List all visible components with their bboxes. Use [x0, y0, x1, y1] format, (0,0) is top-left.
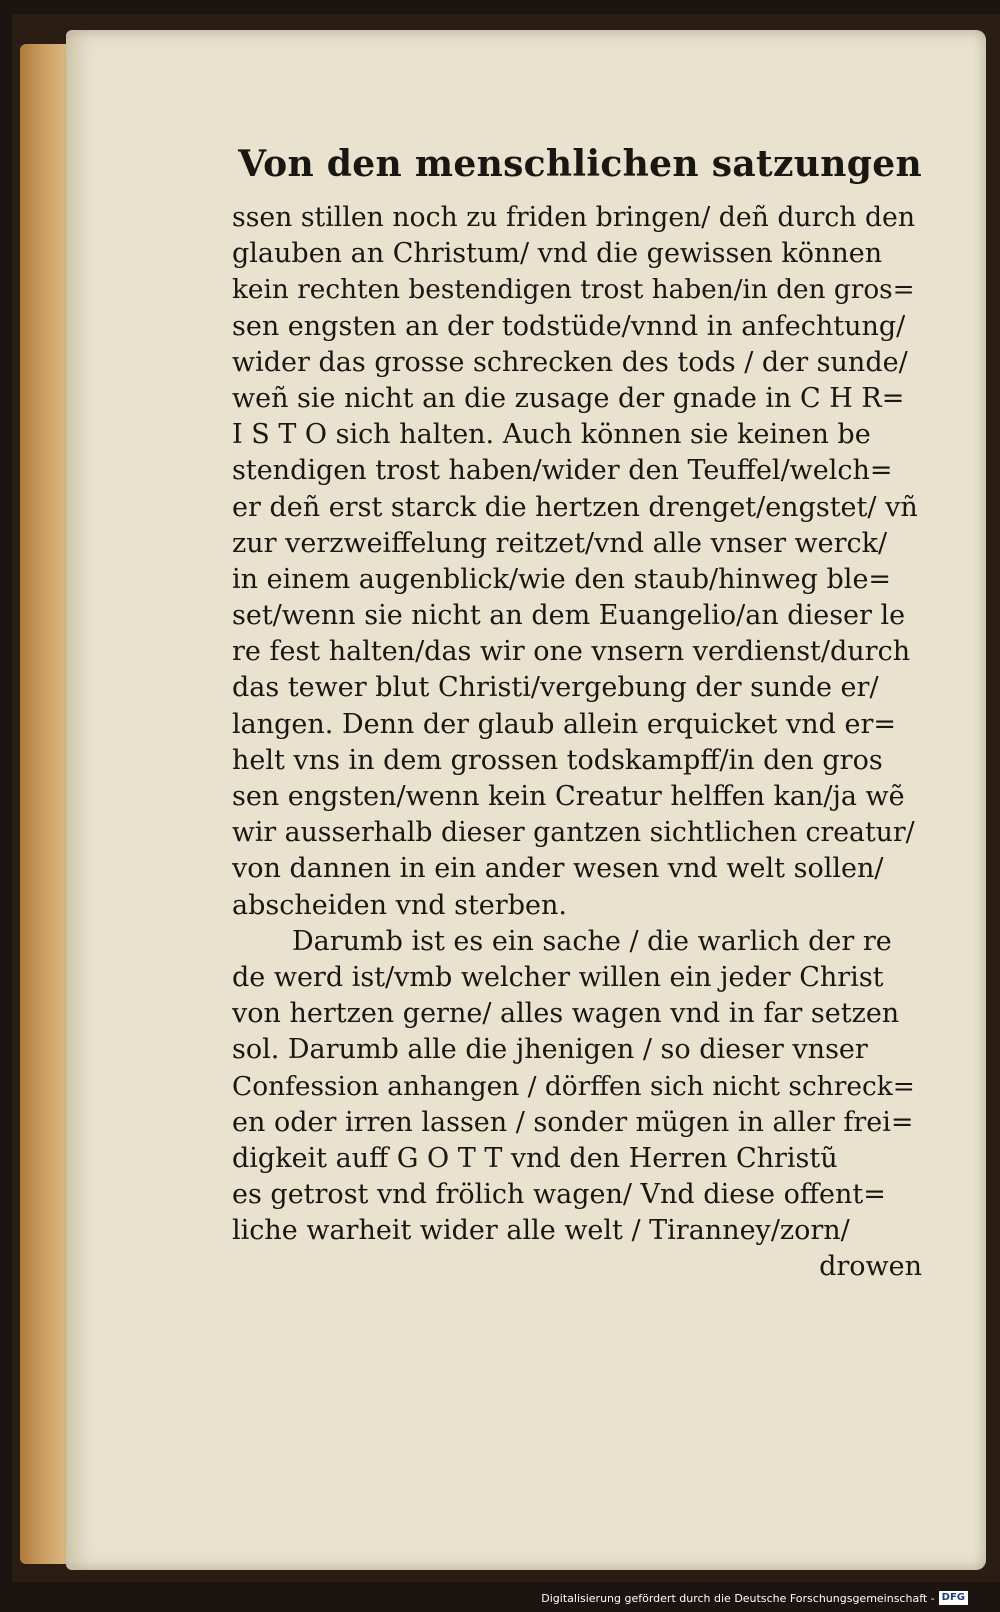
text-line: Darumb ist es ein sache / die warlich der re [292, 925, 892, 957]
text-line: helt vns in dem grossen todskampff/in den gros [232, 744, 883, 776]
text-line: liche warheit wider alle welt / Tiranney/zorn/ [232, 1215, 850, 1247]
text-line: in einem augenblick/wie den staub/hinweg ble= [232, 563, 892, 595]
text-line: abscheiden vnd sterben. [232, 889, 567, 921]
text-line: kein rechten bestendigen trost haben/in den gros= [232, 275, 915, 306]
text-line: wir ausserhalb dieser gantzen sichtlichen creatur/ [232, 817, 915, 849]
text-line: er deñ erst starck die hertzen drenget/engstet/ vñ [232, 491, 918, 523]
text-block [232, 136, 922, 1285]
text-line: sol. Darumb alle die jhenigen / so dieser vnser [232, 1034, 868, 1066]
text-line: de werd ist/vmb welcher willen ein jeder Christ [232, 961, 884, 993]
text-line: das tewer blut Christi/vergebung der sunde er/ [232, 672, 879, 704]
body-text [232, 200, 922, 1249]
text-line: von hertzen gerne/ alles wagen vnd in far setzen [232, 998, 900, 1030]
text-line: zur verzweiffelung reitzet/vnd alle vnser werck/ [232, 527, 888, 559]
text-line: wider das grosse schrecken des tods / der sunde/ [232, 346, 908, 378]
text-line: re fest halten/das wir one vnsern verdienst/durch [232, 636, 911, 668]
footer-credit: Digitalisierung gefördert durch die Deutsche Forschungsgemeinschaft - [541, 1591, 935, 1605]
text-line: set/wenn sie nicht an dem Euangelio/an dieser le [232, 600, 906, 632]
running-head: Von den menschlichen satzungen [238, 142, 922, 185]
text-line: von dannen in ein ander wesen vnd welt sollen/ [232, 853, 884, 885]
text-line: glauben an Christum/ vnd die gewissen können [232, 238, 883, 270]
text-line: weñ sie nicht an die zusage der gnade in C H R= [232, 382, 905, 414]
text-line: sen engsten an der todstüde/vnnd in anfechtung/ [232, 310, 906, 342]
text-line: es getrost vnd frölich wagen/ Vnd diese offent= [232, 1179, 886, 1211]
text-line: digkeit auff G O T T vnd den Herren Christũ [232, 1142, 838, 1174]
dfg-logo: DFG [939, 1591, 968, 1605]
text-line: sen engsten/wenn kein Creatur helffen kan/ja wẽ [232, 781, 905, 812]
digitization-footer [541, 1586, 968, 1610]
catchword: drowen [819, 1251, 922, 1283]
text-line: I S T O sich halten. Auch können sie keinen be [232, 419, 871, 451]
text-line: langen. Denn der glaub allein erquicket vnd er= [232, 708, 897, 740]
text-line: Confession anhangen / dörffen sich nicht schreck= [232, 1070, 915, 1102]
text-line: en oder irren lassen / sonder mügen in aller frei= [232, 1106, 914, 1138]
text-line: stendigen trost haben/wider den Teuffel/welch= [232, 455, 893, 487]
text-line: ssen stillen noch zu friden bringen/ deñ durch den [232, 202, 916, 233]
